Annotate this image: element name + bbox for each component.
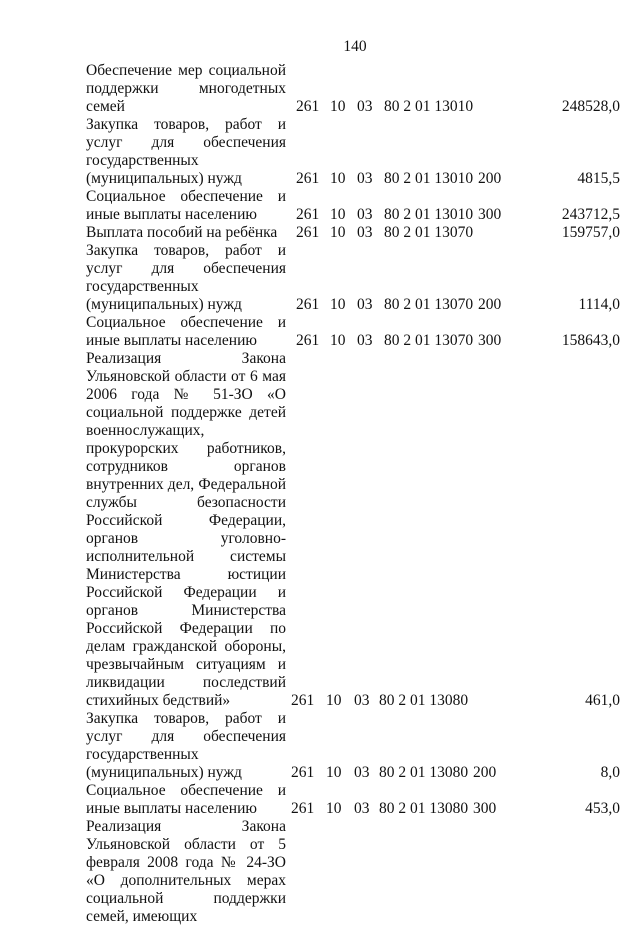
row-description: Социальное обеспечение и иные выплаты населению [86, 782, 286, 817]
amount: 248528,0 [561, 98, 620, 115]
row-codes [86, 206, 620, 224]
code-target-article: 80 2 01 13010 [384, 170, 474, 187]
code-target-article: 80 2 01 13070 [384, 296, 474, 313]
amount: 158643,0 [561, 332, 620, 349]
code-section: 10 [330, 296, 346, 313]
code-grbs: 261 [291, 692, 315, 709]
row-codes [86, 170, 620, 188]
row-codes [86, 98, 620, 116]
row-codes [86, 332, 620, 350]
code-expense-type: 300 [478, 206, 502, 223]
code-grbs: 261 [291, 764, 315, 781]
code-subsection: 03 [354, 692, 370, 709]
code-section: 10 [326, 764, 342, 781]
row-description: Социальное обеспечение и иные выплаты населению [86, 188, 286, 223]
code-grbs: 261 [296, 224, 320, 241]
amount: 1114,0 [578, 296, 620, 313]
code-expense-type: 200 [478, 296, 502, 313]
code-target-article: 80 2 01 13010 [384, 98, 474, 115]
row-description: Реализация Закона Ульяновской области от 6 мая 2006 года № 51-ЗО «О социальной поддержке детей военнослужащих, прокурорских работников, сотрудников органов внутренних дел, Федеральной службы безопасности Российской Федерации, органов уголовно-исполнительной системы Министерства юстиции Российской Федерации и органов Министерства Российской Федерации по делам гражданской обороны, чрезвычайным ситуациям и ликвидации последствий стихийных бедствий» [86, 350, 286, 709]
code-target-article: 80 2 01 13010 [384, 206, 474, 223]
code-subsection: 03 [357, 296, 373, 313]
row-codes [86, 692, 620, 710]
row-description: Закупка товаров, работ и услуг для обеспечения государственных (муниципальных) нужд [86, 116, 286, 187]
code-expense-type: 200 [473, 764, 497, 781]
code-grbs: 261 [296, 206, 320, 223]
row-description: Реализация Закона Ульяновской области от 5 февраля 2008 года № 24-ЗО «О дополнительных мерах социальной поддержки семей, имеющих [86, 818, 286, 925]
code-target-article: 80 2 01 13070 [384, 332, 474, 349]
table-row [86, 350, 620, 710]
code-expense-type: 300 [478, 332, 502, 349]
amount: 4815,5 [577, 170, 620, 187]
code-subsection: 03 [357, 170, 373, 187]
table-row [86, 62, 620, 116]
table-row [86, 818, 620, 926]
table-row [86, 314, 620, 350]
code-subsection: 03 [357, 224, 373, 241]
row-codes [86, 764, 620, 782]
row-codes [86, 296, 620, 314]
code-grbs: 261 [291, 800, 315, 817]
budget-table [86, 62, 620, 926]
code-section: 10 [330, 206, 346, 223]
code-expense-type: 300 [473, 800, 497, 817]
table-row [86, 116, 620, 188]
amount: 8,0 [600, 764, 620, 781]
code-expense-type: 200 [478, 170, 502, 187]
row-description: Обеспечение мер социальной поддержки многодетных семей [86, 62, 286, 115]
page-number: 140 [343, 38, 367, 55]
row-description: Выплата пособий на ребёнка [86, 224, 278, 241]
table-row [86, 224, 620, 242]
code-grbs: 261 [296, 296, 320, 313]
table-row [86, 188, 620, 224]
code-subsection: 03 [357, 206, 373, 223]
code-section: 10 [330, 224, 346, 241]
amount: 243712,5 [561, 206, 620, 223]
table-row [86, 242, 620, 314]
code-subsection: 03 [357, 332, 373, 349]
code-subsection: 03 [354, 800, 370, 817]
code-section: 10 [330, 170, 346, 187]
code-section: 10 [330, 98, 346, 115]
code-section: 10 [330, 332, 346, 349]
table-row [86, 710, 620, 782]
code-grbs: 261 [296, 170, 320, 187]
code-target-article: 80 2 01 13080 [379, 764, 469, 781]
code-grbs: 261 [296, 98, 320, 115]
table-row [86, 782, 620, 818]
amount: 453,0 [585, 800, 620, 817]
amount: 461,0 [585, 692, 620, 709]
amount: 159757,0 [561, 224, 620, 241]
row-description: Закупка товаров, работ и услуг для обеспечения государственных (муниципальных) нужд [86, 242, 286, 313]
row-codes [86, 224, 620, 242]
row-description: Социальное обеспечение и иные выплаты населению [86, 314, 286, 349]
code-subsection: 03 [354, 764, 370, 781]
code-target-article: 80 2 01 13080 [379, 692, 469, 709]
row-codes [86, 800, 620, 818]
code-grbs: 261 [296, 332, 320, 349]
code-target-article: 80 2 01 13070 [384, 224, 474, 241]
code-section: 10 [326, 692, 342, 709]
row-description: Закупка товаров, работ и услуг для обеспечения государственных (муниципальных) нужд [86, 710, 286, 781]
code-target-article: 80 2 01 13080 [379, 800, 469, 817]
code-section: 10 [326, 800, 342, 817]
code-subsection: 03 [357, 98, 373, 115]
